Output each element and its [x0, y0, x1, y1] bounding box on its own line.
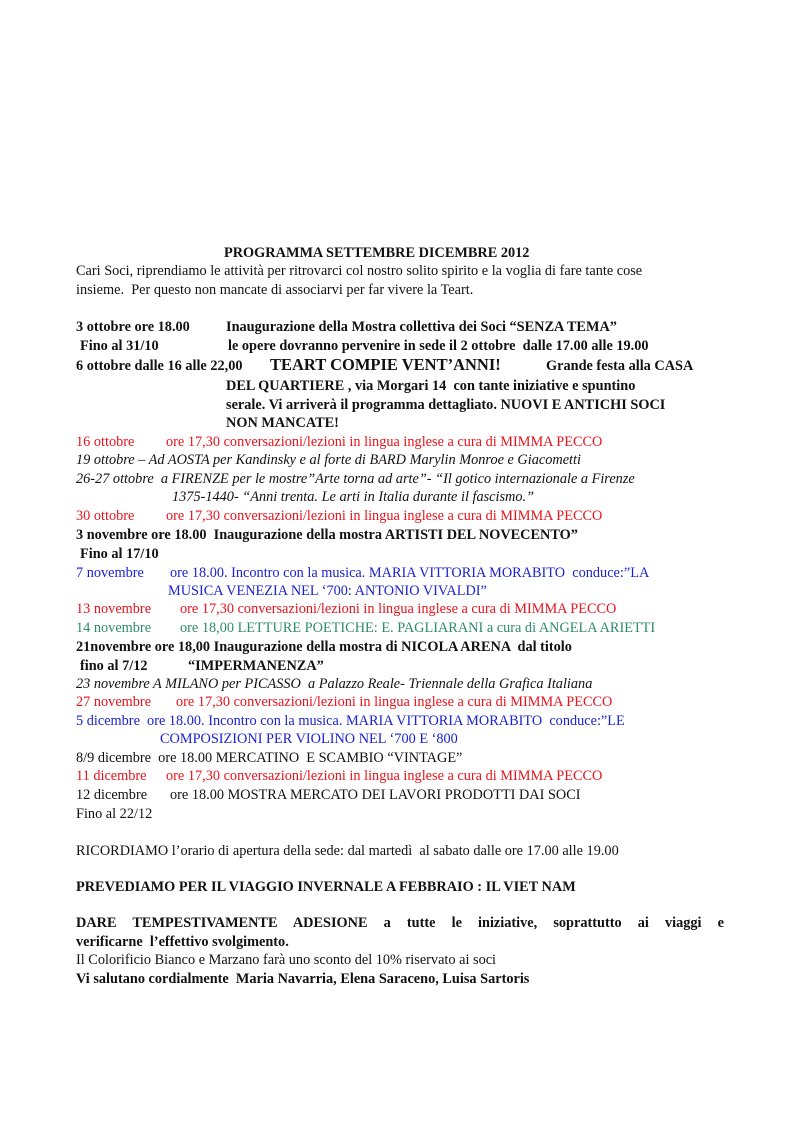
event-date: 16 ottobre	[76, 434, 135, 450]
winter-trip: PREVEDIAMO PER IL VIAGGIO INVERNALE A FEBBRAIO : IL VIET NAM	[76, 879, 576, 895]
event-text: NON MANCATE!	[226, 415, 339, 431]
event-line: 5 dicembre ore 18.00. Incontro con la musica. MARIA VITTORIA MORABITO conduce:”LE	[76, 713, 625, 729]
event-date: 3 ottobre ore 18.00	[76, 319, 190, 335]
event-text: ore 18.00 MOSTRA MERCATO DEI LAVORI PRODOTTI DAI SOCI	[170, 787, 581, 803]
event-date: fino al 7/12	[80, 658, 148, 674]
event-date: 27 novembre	[76, 694, 152, 710]
event-line: 19 ottobre – Ad AOSTA per Kandinsky e al forte di BARD Marylin Monroe e Giacometti	[76, 452, 581, 468]
opening-hours: RICORDIAMO l’orario di apertura della sede: dal martedì al sabato dalle ore 17.00 alle 19.00	[76, 843, 619, 859]
event-text: MUSICA VENEZIA NEL ‘700: ANTONIO VIVALDI”	[168, 583, 487, 599]
event-line: 1375-1440- “Anni trenta. Le arti in Italia durante il fascismo.”	[172, 489, 535, 505]
event-date: 30 ottobre	[76, 508, 135, 524]
event-text: ore 17,30 conversazioni/lezioni in lingua inglese a cura di MIMMA PECCO	[166, 434, 603, 450]
event-date: 7 novembre	[76, 565, 144, 581]
event-text: ore 18.00. Incontro con la musica. MARIA VITTORIA MORABITO conduce:”LA	[170, 565, 650, 581]
event-text: ore 17,30 conversazioni/lezioni in lingua inglese a cura di MIMMA PECCO	[166, 768, 603, 784]
event-line: 23 novembre A MILANO per PICASSO a Palazzo Reale- Triennale della Grafica Italiana	[76, 676, 593, 692]
event-date: 14 novembre	[76, 620, 152, 636]
event-date: 12 dicembre	[76, 787, 148, 803]
event-text: Grande festa alla CASA	[546, 358, 694, 374]
event-date: 13 novembre	[76, 601, 152, 617]
event-text: ore 17,30 conversazioni/lezioni in lingua inglese a cura di MIMMA PECCO	[176, 694, 613, 710]
discount-note: Il Colorificio Bianco e Marzano farà uno sconto del 10% riservato ai soci	[76, 952, 497, 968]
event-line: 3 novembre ore 18.00 Inaugurazione della mostra ARTISTI DEL NOVECENTO”	[76, 527, 578, 543]
event-text: DEL QUARTIERE , via Morgari 14 con tante iniziative e spuntino	[226, 378, 636, 394]
event-text: le opere dovranno pervenire in sede il 2 ottobre dalle 17.00 alle 19.00	[228, 338, 649, 354]
greeting: Vi salutano cordialmente Maria Navarria, Elena Saraceno, Luisa Sartoris	[76, 971, 530, 987]
event-line: 21novembre ore 18,00 Inaugurazione della mostra di NICOLA ARENA dal titolo	[76, 639, 572, 655]
adhesion-line-1: DARE TEMPESTIVAMENTE ADESIONE a tutte le iniziative, soprattutto ai viaggi e	[76, 915, 724, 931]
intro-line-2: insieme. Per questo non mancate di associarvi per far vivere la Teart.	[76, 282, 474, 298]
event-text: “IMPERMANENZA”	[188, 658, 324, 674]
event-line: 8/9 dicembre ore 18.00 MERCATINO E SCAMBIO “VINTAGE”	[76, 750, 463, 766]
page-title: PROGRAMMA SETTEMBRE DICEMBRE 2012	[224, 245, 530, 261]
intro-line-1: Cari Soci, riprendiamo le attività per ritrovarci col nostro solito spirito e la voglia di fare tante cose	[76, 263, 643, 279]
event-text: serale. Vi arriverà il programma dettagliato. NUOVI E ANTICHI SOCI	[226, 397, 666, 413]
event-text: ore 18,00 LETTURE POETICHE: E. PAGLIARANI a cura di ANGELA ARIETTI	[180, 620, 656, 636]
event-date: 11 dicembre	[76, 768, 147, 784]
event-text: ore 17,30 conversazioni/lezioni in lingua inglese a cura di MIMMA PECCO	[180, 601, 617, 617]
event-date: Fino al 31/10	[80, 338, 159, 354]
event-text: ore 17,30 conversazioni/lezioni in lingua inglese a cura di MIMMA PECCO	[166, 508, 603, 524]
event-date: 6 ottobre dalle 16 alle 22,00	[76, 358, 243, 374]
adhesion-line-2: verificarne l’effettivo svolgimento.	[76, 934, 289, 950]
event-line: Fino al 22/12	[76, 806, 153, 822]
event-line: 26-27 ottobre a FIRENZE per le mostre”Arte torna ad arte”- “Il gotico internazionale a Firenze	[76, 471, 635, 487]
event-line: COMPOSIZIONI PER VIOLINO NEL ‘700 E ‘800	[160, 731, 458, 747]
event-text: Inaugurazione della Mostra collettiva dei Soci “SENZA TEMA”	[226, 319, 617, 335]
event-headline: TEART COMPIE VENT’ANNI!	[270, 355, 501, 374]
event-line: Fino al 17/10	[80, 546, 159, 562]
